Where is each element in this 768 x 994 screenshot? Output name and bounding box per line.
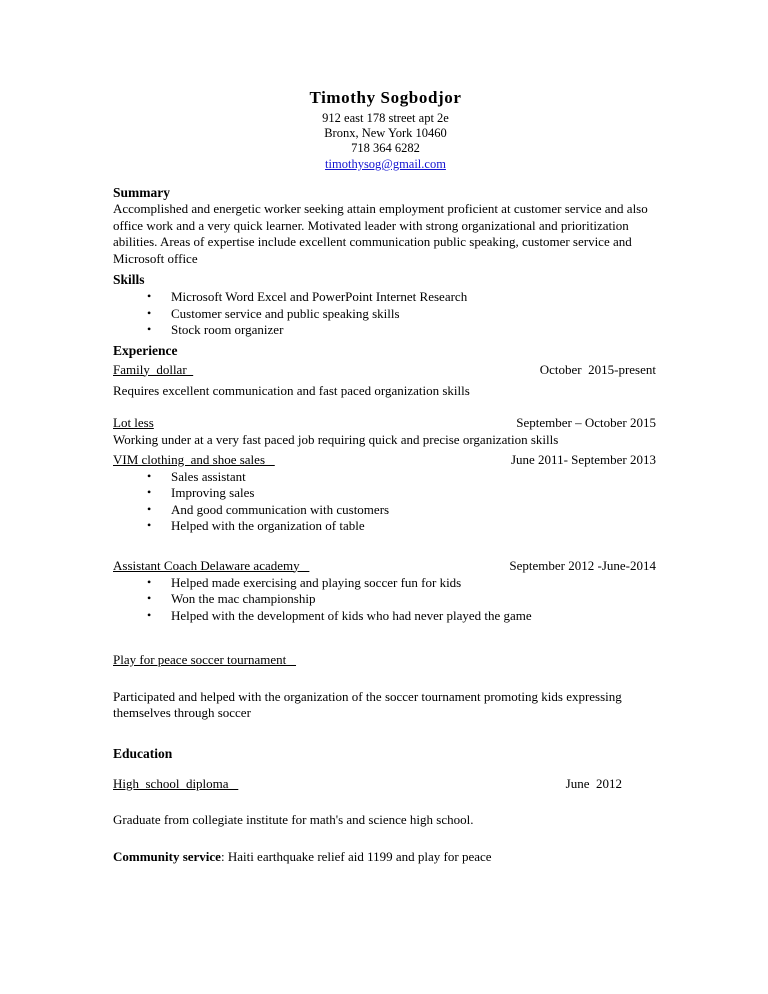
list-item: • Stock room organizer <box>147 322 658 339</box>
spacer <box>113 669 658 689</box>
spacer <box>113 624 658 652</box>
list-item: • Helped with the organization of table <box>147 518 658 535</box>
community-service-line <box>113 848 658 865</box>
contact-email-link[interactable]: timothysog@gmail.com <box>325 157 446 171</box>
section-heading-education: Education <box>113 745 173 761</box>
spacer <box>113 828 658 848</box>
community-service-label: Community service <box>113 849 221 864</box>
job-title: VIM clothing and shoe sales <box>113 451 275 467</box>
job-bullets <box>113 469 658 535</box>
experience-entry-header <box>113 414 658 431</box>
list-item: • Improving sales <box>147 485 658 502</box>
spacer <box>113 535 658 555</box>
section-heading-skills: Skills <box>113 272 145 287</box>
job-date: September – October 2015 <box>516 415 656 430</box>
education-entry <box>113 775 658 792</box>
job-date: June 2011- September 2013 <box>510 451 656 467</box>
experience-entry-header <box>113 557 658 574</box>
job-description: Working under at a very fast paced job requiring quick and precise organization skills <box>113 432 559 447</box>
contact-phone: 718 364 6282 <box>351 141 420 155</box>
job-title: Family dollar <box>113 361 194 377</box>
candidate-name: Timothy Sogbodjor <box>309 88 462 107</box>
spacer <box>113 762 658 775</box>
education-detail: Graduate from collegiate institute for math's and science high school. <box>113 811 474 827</box>
experience-entry-header <box>113 361 658 378</box>
list-item: • And good communication with customers <box>147 502 658 519</box>
list-item: • Won the mac championship <box>147 591 658 608</box>
volunteer-description: Participated and helped with the organization of the soccer tournament promoting kids expressing themselves through soccer <box>113 688 622 720</box>
resume-body <box>113 88 658 865</box>
job-description: Requires excellent communication and fast paced organization skills <box>113 382 470 398</box>
list-item: • Customer service and public speaking skills <box>147 306 658 323</box>
contact-address: 912 east 178 street apt 2e <box>322 111 449 125</box>
job-date: September 2012 -June-2014 <box>509 557 656 573</box>
spacer <box>113 792 658 812</box>
skills-list <box>113 289 658 339</box>
education-credential: High school diploma <box>113 775 239 791</box>
job-title: Lot less <box>113 415 154 430</box>
volunteer-entry-title <box>113 652 658 669</box>
contact-city-state-zip: Bronx, New York 10460 <box>324 126 447 140</box>
experience-entry-header <box>113 451 658 468</box>
community-service-text: : Haiti earthquake relief aid 1199 and play for peace <box>220 849 492 864</box>
job-bullets <box>113 575 658 625</box>
section-heading-summary: Summary <box>113 185 170 200</box>
education-date: June 2012 <box>565 775 622 791</box>
job-title: Assistant Coach Delaware academy <box>113 557 310 573</box>
job-date: October 2015-present <box>539 361 656 377</box>
summary-text: Accomplished and energetic worker seeking attain employment proficient at customer service and also office work and a very quick learner. Motivated leader with strong organizational and prioritization abilities. Areas of expertise include excellent communication public speaking, customer service and Microsoft office <box>113 201 648 266</box>
volunteer-title: Play for peace soccer tournament <box>113 652 297 667</box>
list-item: • Microsoft Word Excel and PowerPoint Internet Research <box>147 289 658 306</box>
list-item: • Sales assistant <box>147 469 658 486</box>
section-heading-experience: Experience <box>113 342 178 358</box>
list-item: • Helped made exercising and playing soccer fun for kids <box>147 575 658 592</box>
list-item: • Helped with the development of kids who had never played the game <box>147 608 658 625</box>
spacer <box>113 399 658 412</box>
